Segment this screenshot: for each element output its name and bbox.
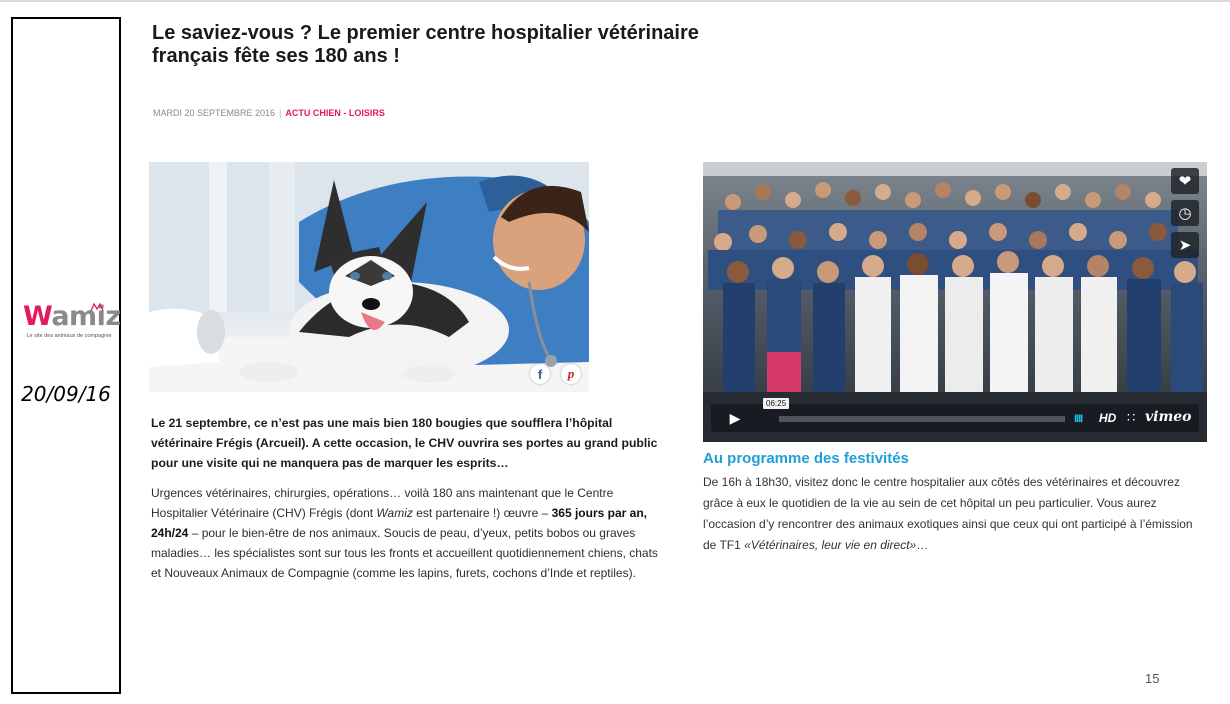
- article-lead: Le 21 septembre, ce n’est pas une mais bien 180 bougies que soufflera l’hôpital vétérinaire Frégis (Arcueil). A cette occasion, le CHV ouvrira ses portes au grand public pour une visite qui ne manquera pas de marquer les esprits…: [151, 416, 658, 470]
- watch-later-clock-icon[interactable]: ◷: [1171, 200, 1199, 226]
- body-part-2: est partenaire !) œuvre –: [412, 506, 552, 520]
- fullscreen-icon[interactable]: ∷: [1127, 410, 1136, 425]
- vimeo-logo[interactable]: vimeo: [1145, 409, 1192, 425]
- program-heading: Au programme des festivités: [703, 450, 909, 467]
- logo-tagline: Le site des animaux de compagnie: [26, 333, 112, 339]
- sidebar: [11, 17, 121, 694]
- body-part-3: – pour le bien-être de nos animaux. Soucis de peau, d’yeux, petits bobos ou graves maladies… les spécialistes sont sur tous les fronts et accueillent quotidiennement chiens, chats et Nouveaux Animaux de Compagnie (comme les lapins, furets, cochons d’Inde et reptiles).: [151, 526, 658, 580]
- article-date: MARDI 20 SEPTEMBRE 2016: [153, 108, 276, 118]
- hd-toggle[interactable]: HD: [1099, 411, 1117, 425]
- logo-wordmark: Wamiz: [23, 301, 121, 332]
- video-progress-track[interactable]: [779, 416, 1065, 422]
- video-control-bar: [711, 399, 1199, 432]
- article-photo: [149, 162, 589, 392]
- article-body: [151, 483, 661, 583]
- body-part-1: Urgences vétérinaires, chirurgies, opérations… voilà 180 ans maintenant que le Centre Hospitalier Vétérinaire (CHV) Frégis (dont: [151, 486, 614, 520]
- play-icon[interactable]: ▶: [729, 409, 741, 426]
- pinterest-share-icon[interactable]: p: [561, 364, 581, 384]
- program-text: [703, 472, 1203, 556]
- program-ellipsis: …: [916, 538, 929, 552]
- vet-husky-illustration: [149, 162, 589, 392]
- body-bold: 365 jours par an, 24h/24: [151, 506, 647, 540]
- vimeo-video-player[interactable]: [703, 162, 1207, 442]
- cat-ears-icon: [89, 302, 107, 312]
- body-wamiz-italic: Wamiz: [376, 506, 413, 520]
- meta-separator: |: [279, 108, 282, 118]
- wamiz-logo[interactable]: [23, 301, 121, 339]
- facebook-share-icon[interactable]: f: [530, 364, 550, 384]
- article-meta: [153, 108, 385, 118]
- top-rule: [0, 0, 1230, 2]
- share-send-icon[interactable]: ➤: [1171, 232, 1199, 258]
- category-link[interactable]: ACTU CHIEN - LOISIRS: [285, 108, 385, 118]
- volume-bars-icon[interactable]: IIII: [1074, 413, 1083, 425]
- page-number: 15: [1145, 671, 1160, 686]
- program-show-title: «Vétérinaires, leur vie en direct»: [744, 538, 917, 552]
- article-title: Le saviez-vous ? Le premier centre hospitalier vétérinaire français fête ses 180 ans !: [152, 22, 699, 67]
- program-body: De 16h à 18h30, visitez donc le centre hospitalier aux côtés des vétérinaires et découvrez grâce à eux le quotidien de la vie au sein de cet hôpital un peu particulier. Vous aurez l’occasion d’y rencontrer des animaux exotiques ainsi que ceux qui ont participé à l’émission de TF1: [703, 475, 1193, 552]
- like-heart-icon[interactable]: ❤: [1171, 168, 1199, 194]
- video-timecode: 06:25: [763, 398, 789, 409]
- slide-date: 20/09/16: [21, 382, 111, 406]
